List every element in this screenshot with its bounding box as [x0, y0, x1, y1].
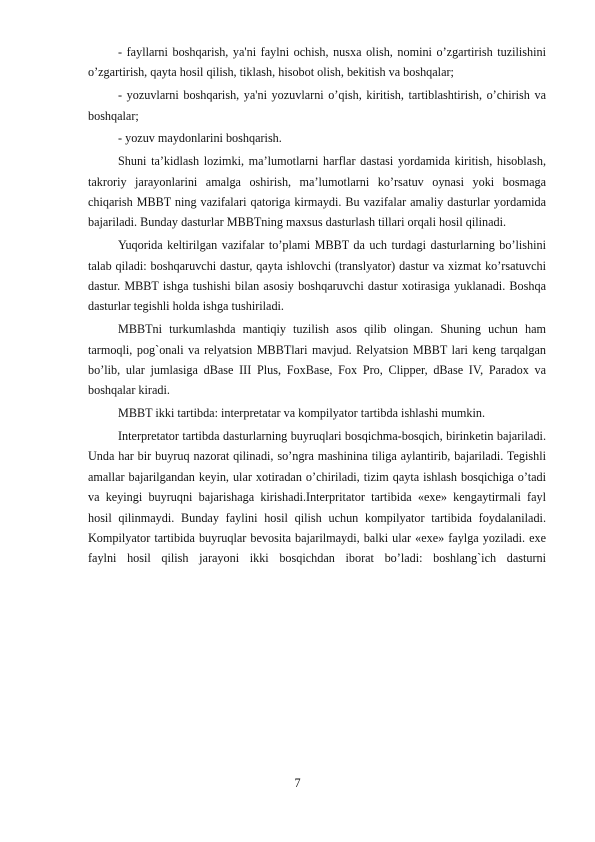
page-number: 7: [294, 776, 301, 790]
document-body: [88, 42, 546, 571]
paragraph-dbms-classification: MBBTni turkumlashda mantiqiy tuzilish asos qilib olingan. Shuning uchun ham tarmoqli, pog`onali va relyatsion MBBTlari mavjud. Relyatsion MBBT lari keng tarqalgan bo’lib, ular jumlasiga dBase III Plus, FoxBase, Fox Pro, Clipper, dBase IV, Paradox va boshqalar kiradi.: [88, 322, 546, 398]
paragraph-files-management: - fayllarni boshqarish, ya'ni faylni ochish, nusxa olish, nomini o’zgartirish tuzilishini o’zgartirish, qayta hosil qilish, tiklash, hisobot olish, bekitish va boshqalar;: [88, 45, 546, 80]
paragraph-program-types: Yuqorida keltirilgan vazifalar to’plami MBBT da uch turdagi dasturlarning bo’lishini talab qiladi: boshqaruvchi dastur, qayta ishlovchi (translyator) dastur va xizmat ko’rsatuvchi dastur. MBBT ishga tushishi bilan asosiy boshqaruvchi dastur xotirasiga yuklanadi. Boshqa dasturlar tegishli holda ishga tushiriladi.: [88, 238, 546, 314]
paragraph-fields-management: - yozuv maydonlarini boshqarish.: [118, 131, 282, 146]
paragraph-records-management: - yozuvlarni boshqarish, ya'ni yozuvlarni o’qish, kiritish, tartiblashtirish, o’chirish va boshqalar;: [88, 88, 546, 123]
paragraph-working-modes: MBBT ikki tartibda: interpretatar va kompilyator tartibda ishlashi mumkin.: [118, 406, 486, 421]
paragraph-dbms-functions-note: Shuni ta’kidlash lozimki, ma’lumotlarni harflar dastasi yordamida kiritish, hisoblash, takroriy jarayonlarini amalga oshirish, ma’lumotlarni ko’rsatuv oynasi yoki bosmaga chiqarish MBBT ning vazifalari qatoriga kirmaydi. Bu vazifalar amaliy dasturlar yordamida bajariladi. Bunday dasturlar MBBTning maxsus dasturlash tillari orqali hosil qilinadi.: [88, 154, 546, 230]
paragraph-interpreter-compiler: Interpretator tartibda dasturlarning buyruqlari bosqichma-bosqich, birinketin bajariladi. Unda har bir buyruq nazorat qilinadi, so’ngra mashinina tiliga aylantirib, bajariladi. Tegishli amallar bajarilgandan keyin, ular xotiradan o’chiriladi, tizim qayta ishlash bosqichiga o’tadi va keyingi buyruqni bajarishaga kirishadi.Interpritator tartibida «exe» kengaytirmali fayl hosil qilinmaydi. Bunday faylini hosil qilish uchun kompilyator tartibida foydalaniladi. Kompilyator tartibida buyruqlar bevosita bajarilmaydi, balki ular «exe» faylga yoziladi. exe faylni hosil qilish jarayoni ikki bosqichdan iborat bo’ladi: boshlang`ich dasturni: [88, 429, 546, 566]
